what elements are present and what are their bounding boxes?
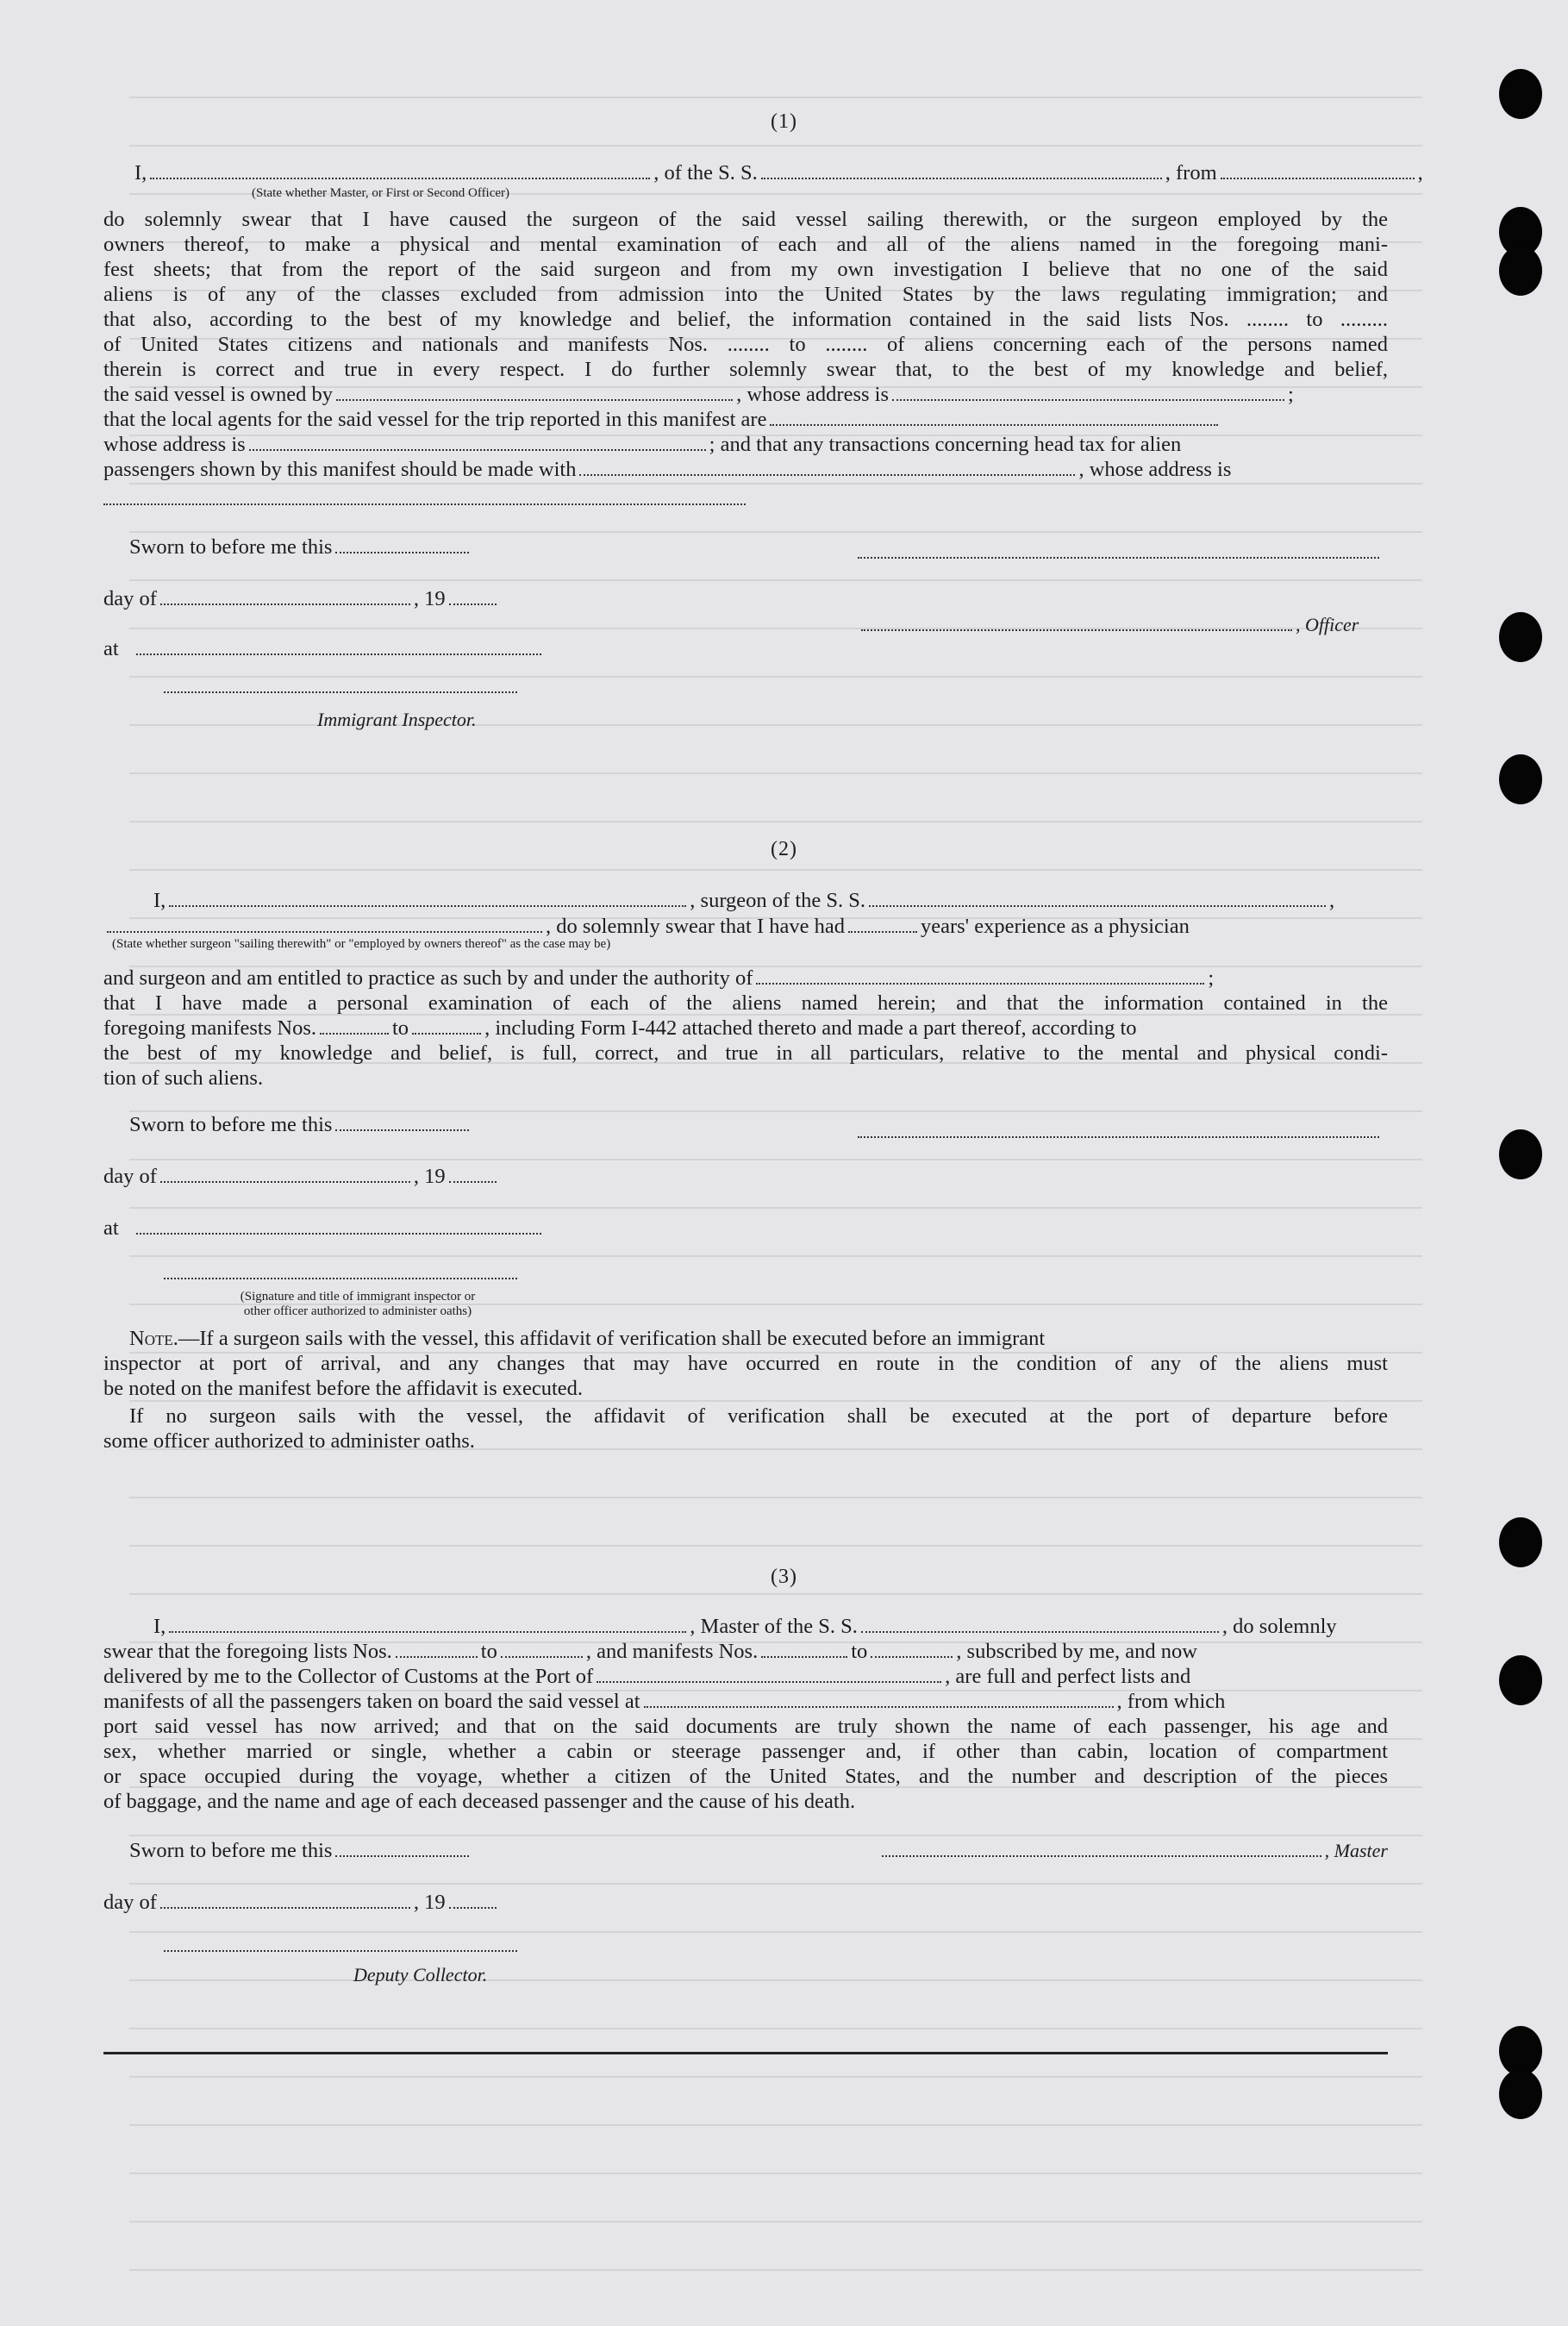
head-tax-contact-field[interactable] xyxy=(579,457,1075,476)
collector-signature-field[interactable] xyxy=(164,1950,517,1952)
paragraph-line: fest sheets; that from the report of the said surgeon and from my own investigation I believe that no one of the said xyxy=(103,258,1388,281)
lists-line: swear that the foregoing lists Nos. to , and manifests Nos. to , subscribed by me, and now xyxy=(103,1640,1197,1663)
day-of-month-field[interactable] xyxy=(160,586,410,605)
paragraph-line: owners thereof, to make a physical and mental examination of each and all of the aliens named in the foregoing mani- xyxy=(103,233,1388,256)
paragraph-line: aliens is of any of the classes excluded from admission into the United States by the laws regulating immigration; and xyxy=(103,283,1388,306)
surgeon-note-line: be noted on the manifest before the affidavit is executed. xyxy=(103,1377,584,1400)
paragraph-line: port said vessel has now arrived; and that on the said documents are truly shown the name of each passenger, his age and xyxy=(103,1715,1388,1738)
authority-line: and surgeon and am entitled to practice as such by and under the authority of ; xyxy=(103,966,1215,990)
no-surgeon-note-line: If no surgeon sails with the vessel, the affidavit of verification shall be executed at the port of departure before xyxy=(129,1404,1388,1428)
punch-hole xyxy=(1499,1517,1542,1567)
lists-to-field[interactable] xyxy=(501,1639,583,1658)
punch-hole xyxy=(1499,612,1542,662)
surgeon-note: Note.—If a surgeon sails with the vessel, this affidavit of verification shall be executed before an immigrant xyxy=(129,1327,1046,1350)
no-surgeon-note-line: some officer authorized to administer oaths. xyxy=(103,1429,475,1453)
sworn-line-3: Sworn to before me this xyxy=(129,1838,560,1863)
surgeon-swear-line: , do solemnly swear that I have had years' experience as a physician xyxy=(103,914,1388,939)
at-line: at xyxy=(103,636,621,661)
master-name-field[interactable] xyxy=(169,1614,686,1633)
manifests-to-field[interactable] xyxy=(871,1639,953,1658)
vessel-name-field[interactable] xyxy=(761,160,1162,179)
paragraph-line: do solemnly swear that I have caused the surgeon of the said vessel sailing therewith, or the surgeon employed by the xyxy=(103,208,1388,231)
day-of-month-field-3[interactable] xyxy=(160,1890,410,1909)
surgeon-status-note: (State whether surgeon "sailing therewith" or "employed by owners thereof" as the case may be) xyxy=(112,937,611,951)
at-place-field[interactable] xyxy=(136,636,541,655)
section-2-number: (2) xyxy=(771,838,797,860)
condition-line: tion of such aliens. xyxy=(103,1066,264,1090)
years-field[interactable] xyxy=(848,914,917,933)
deputy-collector-label: Deputy Collector. xyxy=(353,1964,488,1985)
master-signature-field[interactable] xyxy=(882,1838,1321,1857)
year-field-2[interactable] xyxy=(449,1164,497,1183)
port-of-embarkation-field[interactable] xyxy=(644,1689,1114,1708)
paragraph-line: sex, whether married or single, whether a cabin or steerage passenger and, if other than cabin, location of compartment xyxy=(103,1740,1388,1763)
agent-address-field[interactable] xyxy=(249,432,706,451)
officer-title-field[interactable] xyxy=(861,612,1292,631)
manifests-from-field[interactable] xyxy=(761,1639,847,1658)
at-place-field-2[interactable] xyxy=(136,1216,541,1235)
surgeon-name-field[interactable] xyxy=(169,888,686,907)
delivered-line: delivered by me to the Collector of Customs at the Port of , are full and perfect lists and xyxy=(103,1665,1191,1688)
exam-line: that I have made a personal examination of each of the aliens named herein; and that the information contained in the xyxy=(103,991,1388,1015)
port-of-arrival-field[interactable] xyxy=(597,1664,941,1683)
paragraph-line: therein is correct and true in every respect. I do further solemnly swear that, to the best of my knowledge and belief, xyxy=(103,358,1388,381)
paragraph-line: or space occupied during the voyage, whether a citizen of the United States, and the number and description of the pieces xyxy=(103,1765,1388,1788)
year-field-3[interactable] xyxy=(449,1890,497,1909)
from-port-field[interactable] xyxy=(1221,160,1415,179)
surgeon-signature-field[interactable] xyxy=(858,1136,1379,1138)
paragraph-line: of baggage, and the name and age of each deceased passenger and the cause of his death. xyxy=(103,1790,856,1813)
officer-name-field[interactable] xyxy=(150,160,650,179)
day-of-line-3: day of , 19 xyxy=(103,1890,621,1915)
head-tax-line: passengers shown by this manifest should be made with , whose address is xyxy=(103,458,1232,481)
agent-address-line: whose address is ; and that any transactions concerning head tax for alien xyxy=(103,433,1182,456)
section-1-officer-line: I, , of the S. S. , from , xyxy=(134,161,1423,184)
taken-on-board-line: manifests of all the passengers taken on board the said vessel at , from which xyxy=(103,1690,1226,1713)
master-name-line: I, , Master of the S. S. , do solemnly xyxy=(153,1615,1337,1638)
surgeon-note-line: inspector at port of arrival, and any changes that may have occurred en route in the condition of any of the aliens must xyxy=(103,1352,1388,1375)
officer-rank-note: (State whether Master, or First or Second Officer) xyxy=(252,186,510,200)
day-of-month-field-2[interactable] xyxy=(160,1164,410,1183)
year-field[interactable] xyxy=(449,586,497,605)
sworn-line: Sworn to before me this xyxy=(129,535,560,560)
master-vessel-field[interactable] xyxy=(861,1614,1219,1633)
section-1-number: (1) xyxy=(771,110,797,133)
paragraph-line: of United States citizens and nationals and manifests Nos. ........ to ........ of aliens concerning each of the persons named xyxy=(103,333,1388,356)
local-agents-field[interactable] xyxy=(770,407,1218,426)
day-of-line: day of , 19 xyxy=(103,586,621,611)
lists-from-field[interactable] xyxy=(396,1639,478,1658)
sworn-day-field-2[interactable] xyxy=(335,1112,469,1131)
surgeon-name-line: I, , surgeon of the S. S. , xyxy=(153,889,1335,912)
owner-field[interactable] xyxy=(336,382,733,401)
immigrant-inspector-label: Immigrant Inspector. xyxy=(317,709,477,730)
signature-note: (Signature and title of immigrant inspector or other officer authorized to administer oaths) xyxy=(240,1290,476,1318)
inspector-signature-field-2[interactable] xyxy=(164,1278,517,1279)
manifests-line: foregoing manifests Nos. to , including Form I-442 attached thereto and made a part thereof, according to xyxy=(103,1016,1137,1040)
belief-line: the best of my knowledge and belief, is full, correct, and true in all particulars, relative to the mental and physical condi- xyxy=(103,1041,1388,1065)
officer-line: , Officer xyxy=(858,612,1388,637)
authority-field[interactable] xyxy=(756,966,1204,985)
head-tax-address-field[interactable] xyxy=(103,503,746,505)
punch-hole xyxy=(1499,1655,1542,1705)
paragraph-line: that also, according to the best of my knowledge and belief, the information contained in the said lists Nos. ........ to ......... xyxy=(103,308,1388,331)
manifest-to-field[interactable] xyxy=(412,1016,481,1035)
inspector-signature-field[interactable] xyxy=(164,691,517,693)
sworn-day-field-3[interactable] xyxy=(335,1838,469,1857)
owned-by-line: the said vessel is owned by , whose address is ; xyxy=(103,383,1294,406)
local-agents-line: that the local agents for the said vessel for the trip reported in this manifest are xyxy=(103,407,1388,432)
section-3-number: (3) xyxy=(771,1566,797,1588)
punch-hole xyxy=(1499,754,1542,804)
at-line-2: at xyxy=(103,1216,621,1241)
surgeon-vessel-field[interactable] xyxy=(869,888,1326,907)
officer-signature-field[interactable] xyxy=(858,557,1379,559)
punch-hole xyxy=(1499,246,1542,296)
punch-hole xyxy=(1499,1129,1542,1179)
owner-address-field[interactable] xyxy=(892,382,1284,401)
surgeon-status-field[interactable] xyxy=(107,914,542,933)
sworn-line-2: Sworn to before me this xyxy=(129,1112,560,1137)
day-of-line-2: day of , 19 xyxy=(103,1164,621,1189)
master-signature-line: , Master xyxy=(858,1838,1388,1863)
bottom-rule xyxy=(103,2052,1388,2054)
punch-hole xyxy=(1499,2069,1542,2119)
manifest-from-field[interactable] xyxy=(320,1016,389,1035)
sworn-day-field[interactable] xyxy=(335,535,469,553)
